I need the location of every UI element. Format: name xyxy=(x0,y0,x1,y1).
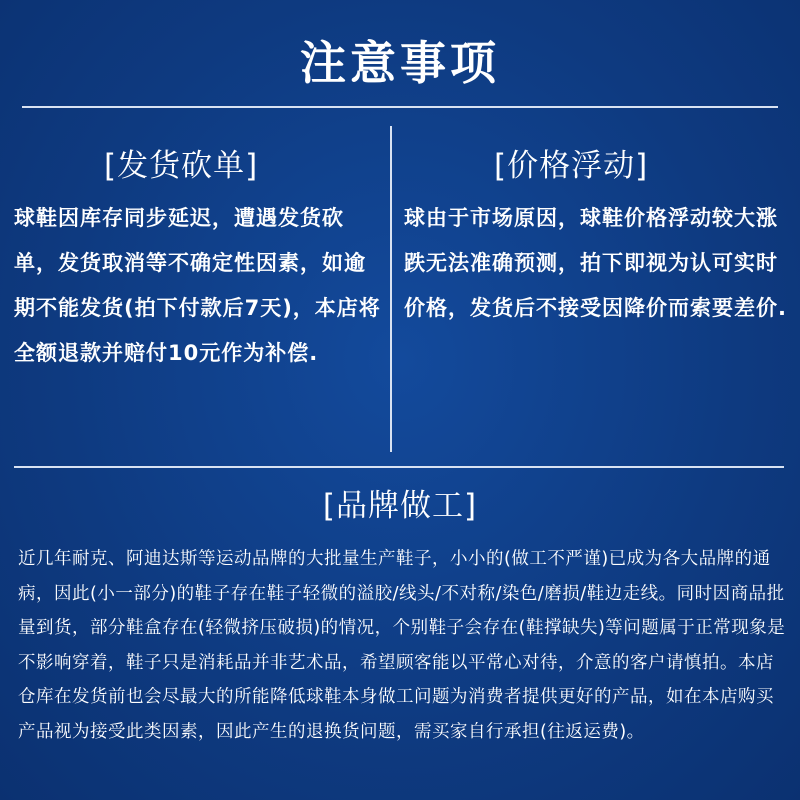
column-divider xyxy=(390,126,392,452)
brand-workmanship-text: 近几年耐克、阿迪达斯等运动品牌的大批量生产鞋子，小小的(做工不严谨)已成为各大品牌的通病，因此(小一部分)的鞋子存在鞋子轻微的溢胶/线头/不对称/染色/磨损/鞋边走线。同时因商品批量到货，部分鞋盒存在(轻微挤压破损)的情况，个别鞋子会存在(鞋撑缺失)等问题属于正常现象是不影响穿着，鞋子只是消耗品并非艺术品，希望顾客能以平常心对待，介意的客户请慎拍。本店仓库在发货前也会尽最大的所能降低球鞋本身做工问题为消费者提供更好的产品，如在本店购买产品视为接受此类因素，因此产生的退换货问题，需买家自行承担(往返运费)。 xyxy=(18,549,786,742)
shipping-cancel-heading: [发货砍单] xyxy=(104,148,259,184)
shipping-cancel-text: 球鞋因库存同步延迟，遭遇发货砍单，发货取消等不确定性因素，如逾期不能发货(拍下付款后7天)，本店将全额退款并赔付10元作为补偿. xyxy=(14,206,381,365)
price-float-text: 球由于市场原因，球鞋价格浮动较大涨跌无法准确预测，拍下即视为认可实时价格，发货后不接受因降价而索要差价. xyxy=(404,206,787,320)
middle-divider xyxy=(14,466,784,468)
brand-workmanship-heading: [品牌做工] xyxy=(322,488,478,524)
top-divider xyxy=(22,106,778,108)
price-float-heading: [价格浮动] xyxy=(494,148,649,184)
page-title: 注意事项 xyxy=(300,36,500,90)
